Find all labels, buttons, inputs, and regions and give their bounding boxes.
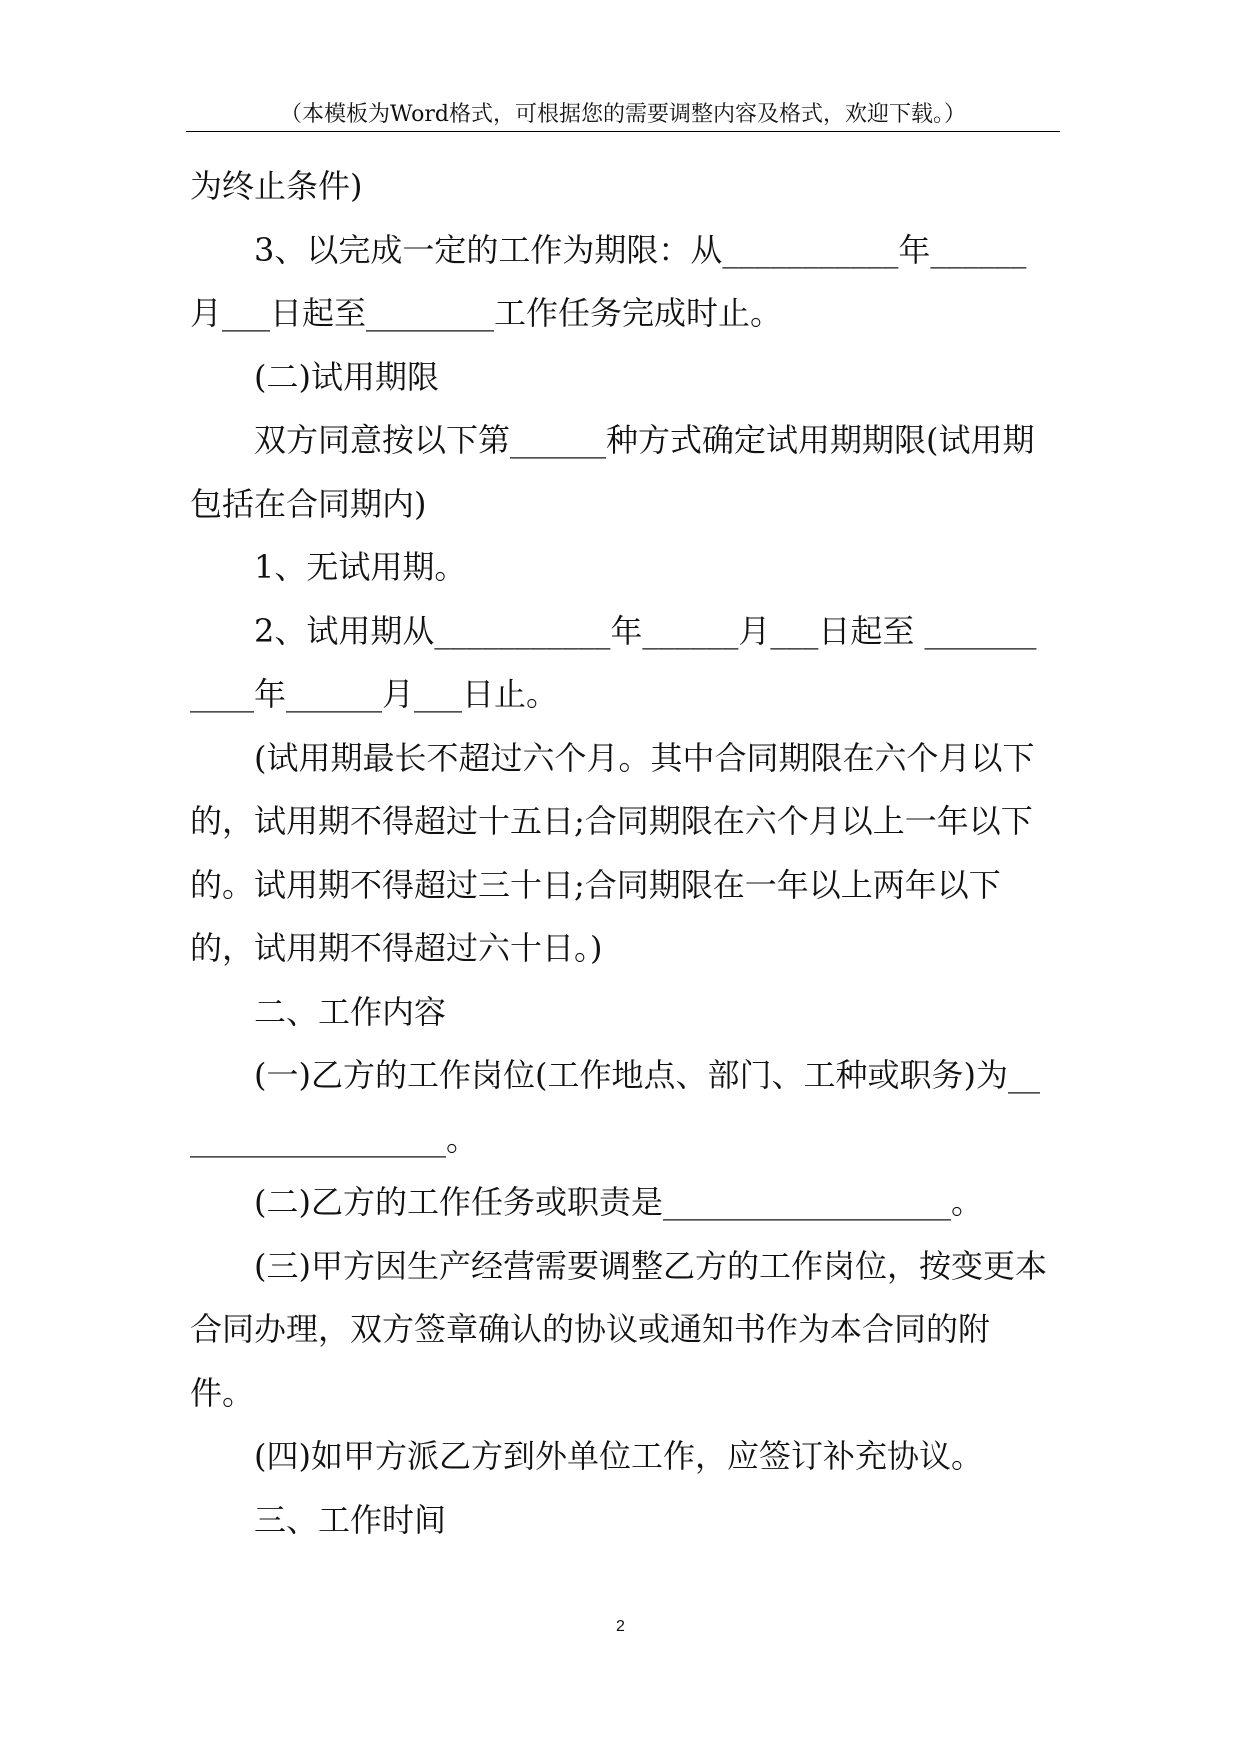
page-number: 2 xyxy=(616,1618,625,1635)
paragraph-probation-limits: (试用期最长不超过六个月。其中合同期限在六个月以下的，试用期不得超过十五日;合同期限在六个月以上一年以下的。试用期不得超过三十日;合同期限在一年以上两年以下的，试用期不得超过六十日。) xyxy=(190,738,1035,967)
section-heading-probation: (二)试用期限 xyxy=(254,357,439,396)
paragraph-job-duties: (二)乙方的工作任务或职责是__________________。 xyxy=(254,1183,983,1221)
paragraph-probation-method: 双方同意按以下第______种方式确定试用期期限(试用期包括在合同期内) xyxy=(190,421,1035,523)
document-body xyxy=(190,155,1052,1552)
paragraph-probation-dates: 2、试用期从___________年______月___日起至 ___________年______月___日止。 xyxy=(190,611,1037,713)
paragraph-external-assignment: (四)如甲方派乙方到外单位工作，应签订补充协议。 xyxy=(254,1437,983,1475)
section-heading-working-hours: 三、工作时间 xyxy=(254,1500,447,1539)
section-heading-job-content: 二、工作内容 xyxy=(254,992,447,1031)
paragraph-termination-condition: 为终止条件) xyxy=(190,167,363,205)
page-header: （本模板为Word格式，可根据您的需要调整内容及格式，欢迎下载。） xyxy=(280,102,966,127)
paragraph-no-probation: 1、无试用期。 xyxy=(254,548,467,586)
paragraph-job-position: (一)乙方的工作岗位(工作地点、部门、工种或职务)为__________________。 xyxy=(190,1056,1040,1158)
paragraph-term-by-task: 3、以完成一定的工作为期限：从___________年______月___日起至________工作任务完成时止。 xyxy=(190,230,1027,332)
header-divider xyxy=(186,131,1060,132)
paragraph-position-change: (三)甲方因生产经营需要调整乙方的工作岗位，按变更本合同办理，双方签章确认的协议或通知书作为本合同的附件。 xyxy=(190,1246,1047,1412)
